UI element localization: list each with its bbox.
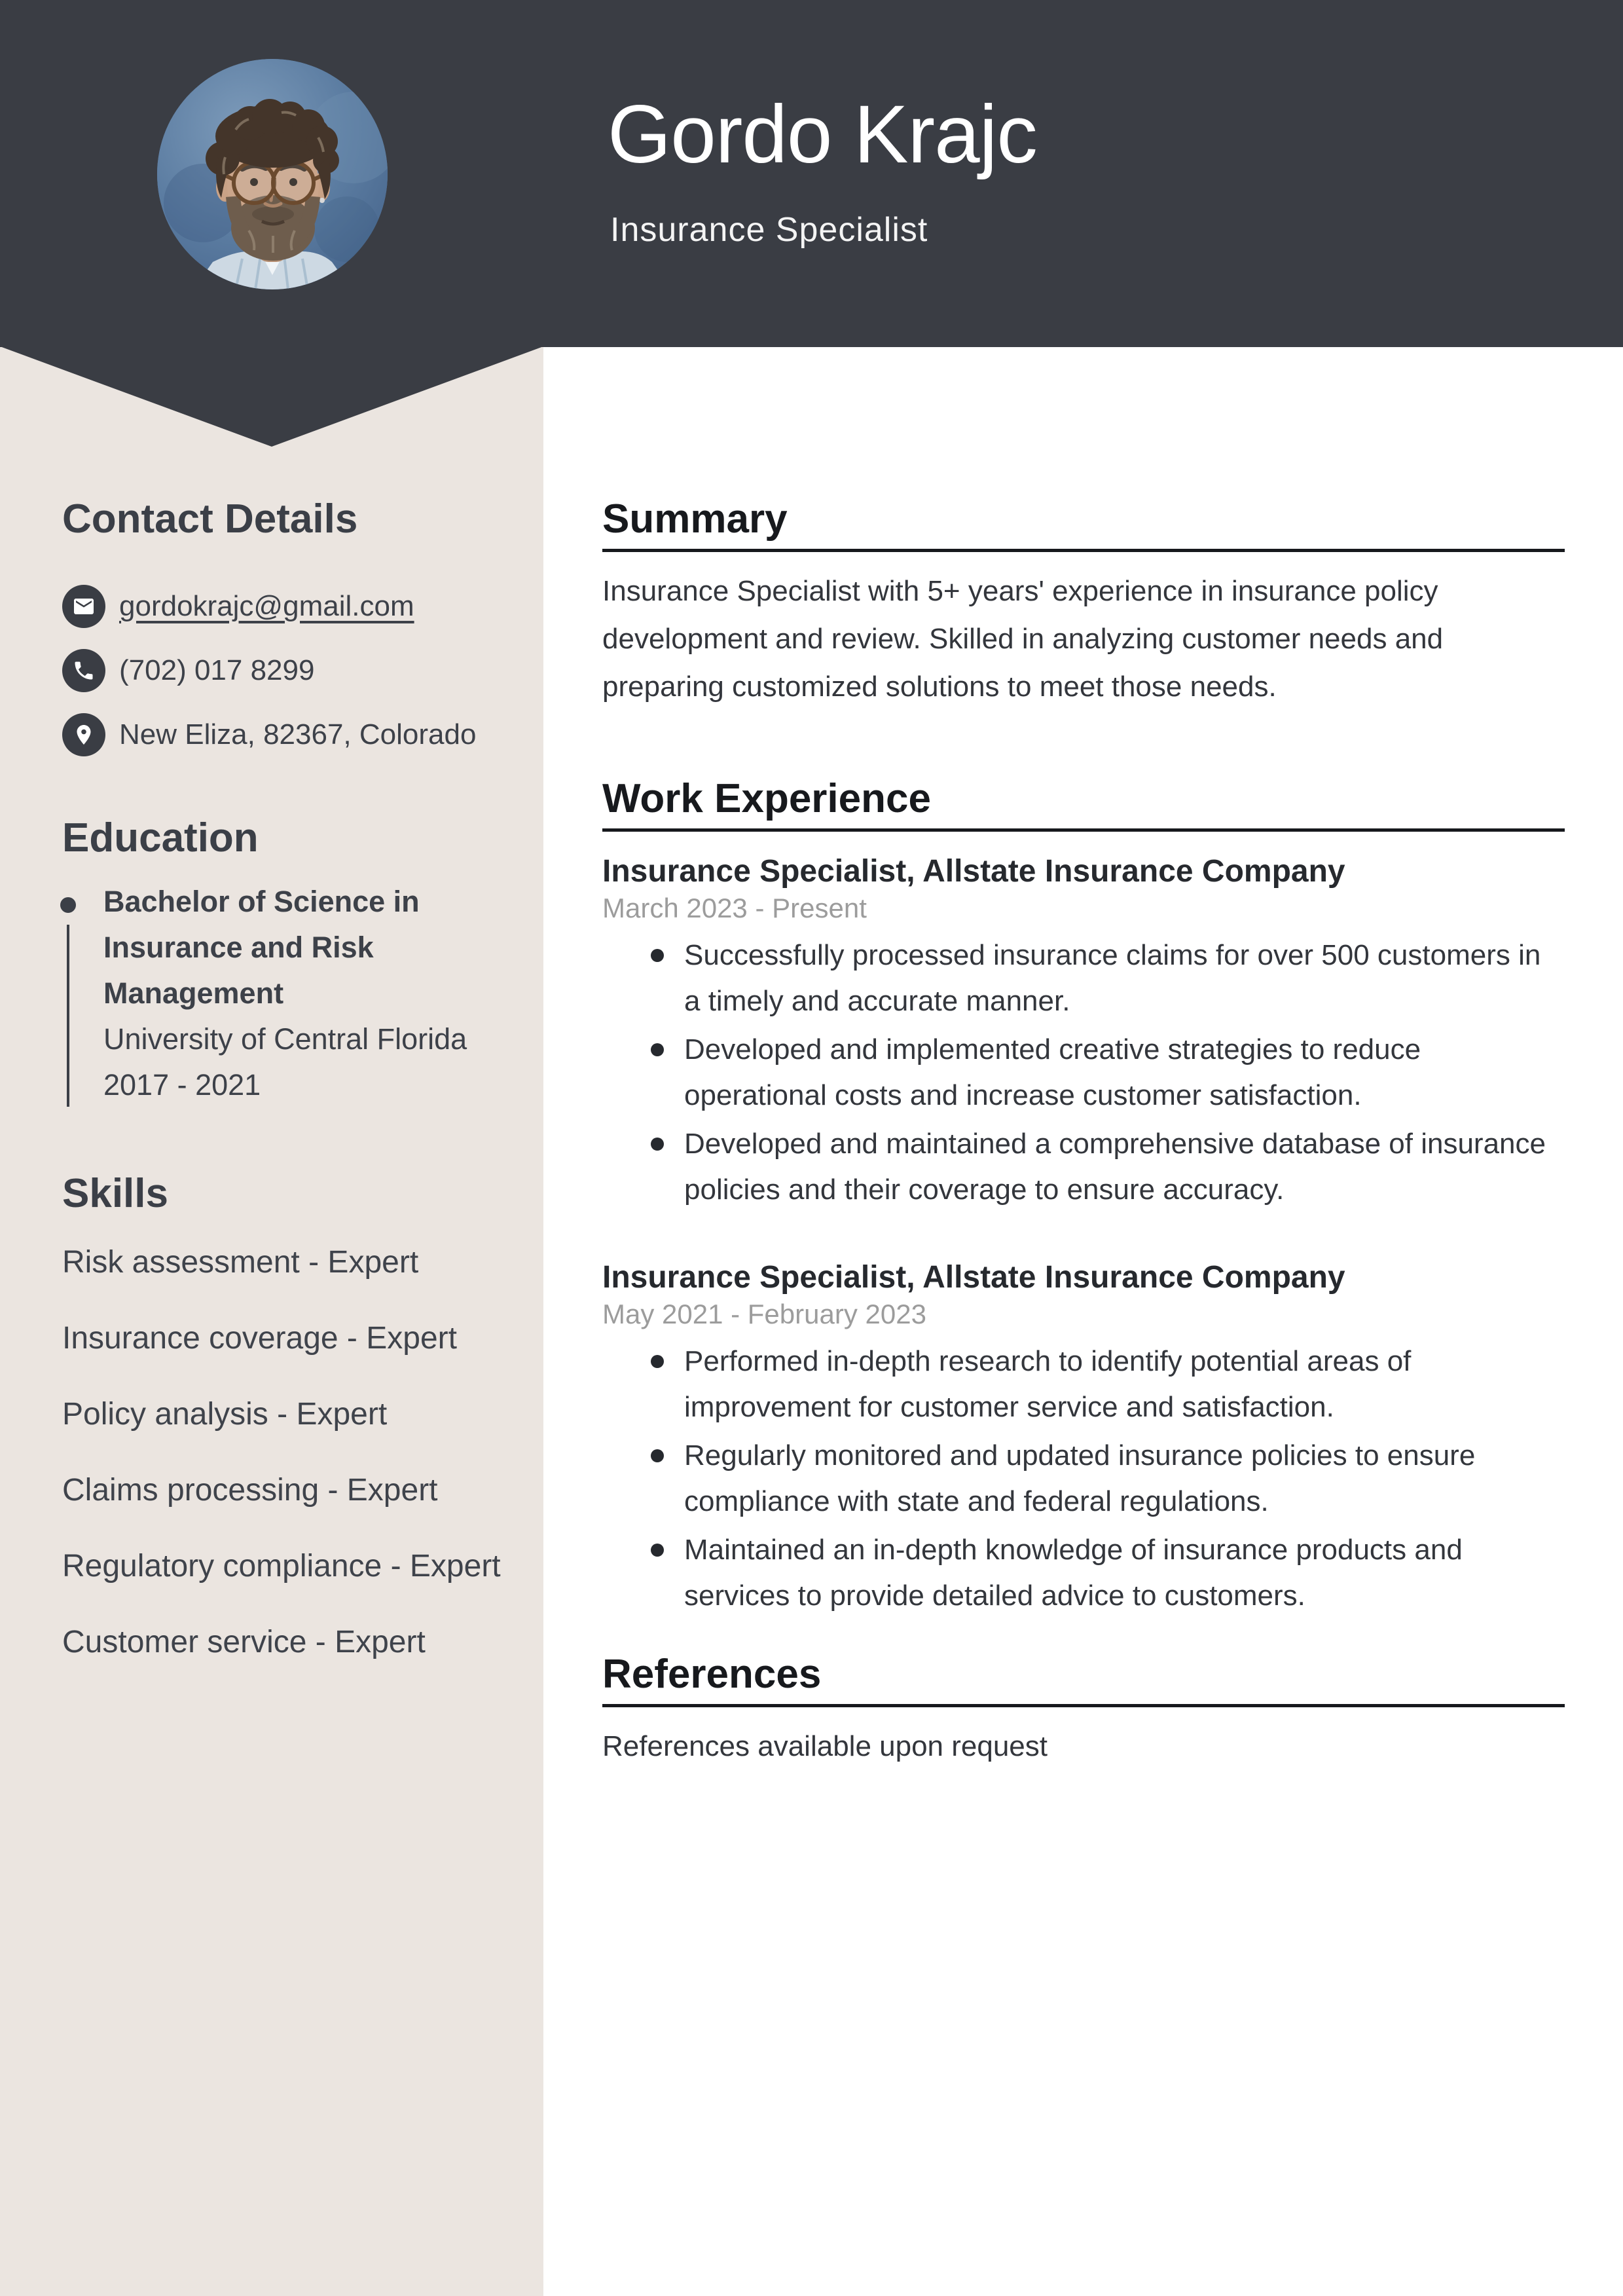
summary-heading: Summary: [602, 496, 788, 542]
job-bullet: Developed and maintained a comprehensive database of insurance policies and their coverage to ensure accuracy.: [602, 1121, 1565, 1213]
email-link[interactable]: gordokrajc@gmail.com: [119, 590, 414, 622]
summary-text: Insurance Specialist with 5+ years' experience in insurance policy development and review. Skilled in analyzing customer needs and preparing customized solutions to meet those needs.: [602, 575, 1444, 703]
location-icon: [62, 713, 105, 756]
job-entry: [602, 1262, 1565, 1619]
phone-value: (702) 017 8299: [119, 654, 315, 686]
profile-photo: [157, 59, 388, 289]
email-icon: [62, 585, 105, 628]
job-bullet: Successfully processed insurance claims for over 500 customers in a timely and accurate manner.: [602, 933, 1565, 1024]
job-title: Insurance Specialist, Allstate Insurance Company: [602, 854, 1345, 889]
work-heading-rule: [602, 828, 1565, 832]
contact-heading: Contact Details: [62, 496, 358, 542]
job-dates: May 2021 - February 2023: [602, 1299, 926, 1329]
references-heading-rule: [602, 1704, 1565, 1707]
skills-heading: Skills: [62, 1171, 168, 1216]
job-dates: March 2023 - Present: [602, 893, 867, 923]
contact-section: [62, 585, 494, 777]
section-references: [602, 1654, 1565, 1770]
job-bullet: Maintained an in-depth knowledge of insurance products and services to provide detailed advice to customers.: [602, 1527, 1565, 1619]
references-text: References available upon request: [602, 1730, 1048, 1762]
job-bullet-list: [602, 1339, 1565, 1619]
skill-item: Policy analysis - Expert: [62, 1397, 388, 1432]
portrait-illustration: [157, 59, 388, 289]
skills-list: [62, 1247, 520, 1703]
timeline-line: [67, 925, 69, 1107]
section-work-experience: [602, 776, 1565, 1621]
education-degree: Bachelor of Science in Insurance and Risk Management: [103, 885, 420, 1010]
contact-row-phone: [62, 649, 494, 692]
email-value: [119, 590, 414, 623]
skill-item: Insurance coverage - Expert: [62, 1321, 457, 1356]
skill-item: Regulatory compliance - Expert: [62, 1549, 501, 1583]
summary-heading-rule: [602, 549, 1565, 552]
location-value: New Eliza, 82367, Colorado: [119, 718, 477, 750]
skill-item: Claims processing - Expert: [62, 1473, 438, 1508]
education-school: University of Central Florida: [103, 1022, 467, 1056]
education-dates: 2017 - 2021: [103, 1068, 261, 1102]
section-summary: [602, 496, 1565, 711]
skill-item: Customer service - Expert: [62, 1625, 426, 1659]
person-name: Gordo Krajc: [608, 89, 1037, 180]
job-entry: [602, 856, 1565, 1213]
contact-row-location: [62, 713, 494, 756]
references-heading: References: [602, 1652, 822, 1697]
timeline-bullet-icon: [60, 897, 76, 913]
job-bullet: Performed in-depth research to identify potential areas of improvement for customer service and satisfaction.: [602, 1339, 1565, 1430]
job-bullet: Developed and implemented creative strategies to reduce operational costs and increase customer satisfaction.: [602, 1027, 1565, 1119]
contact-row-email: [62, 585, 494, 628]
job-bullet: Regularly monitored and updated insurance policies to ensure compliance with state and federal regulations.: [602, 1433, 1565, 1525]
education-item: [60, 879, 479, 1108]
skill-item: Risk assessment - Expert: [62, 1245, 419, 1280]
person-title: Insurance Specialist: [610, 211, 928, 249]
job-bullet-list: [602, 933, 1565, 1213]
work-heading: Work Experience: [602, 776, 931, 821]
job-title: Insurance Specialist, Allstate Insurance Company: [602, 1260, 1345, 1295]
phone-icon: [62, 649, 105, 692]
education-heading: Education: [62, 815, 259, 861]
